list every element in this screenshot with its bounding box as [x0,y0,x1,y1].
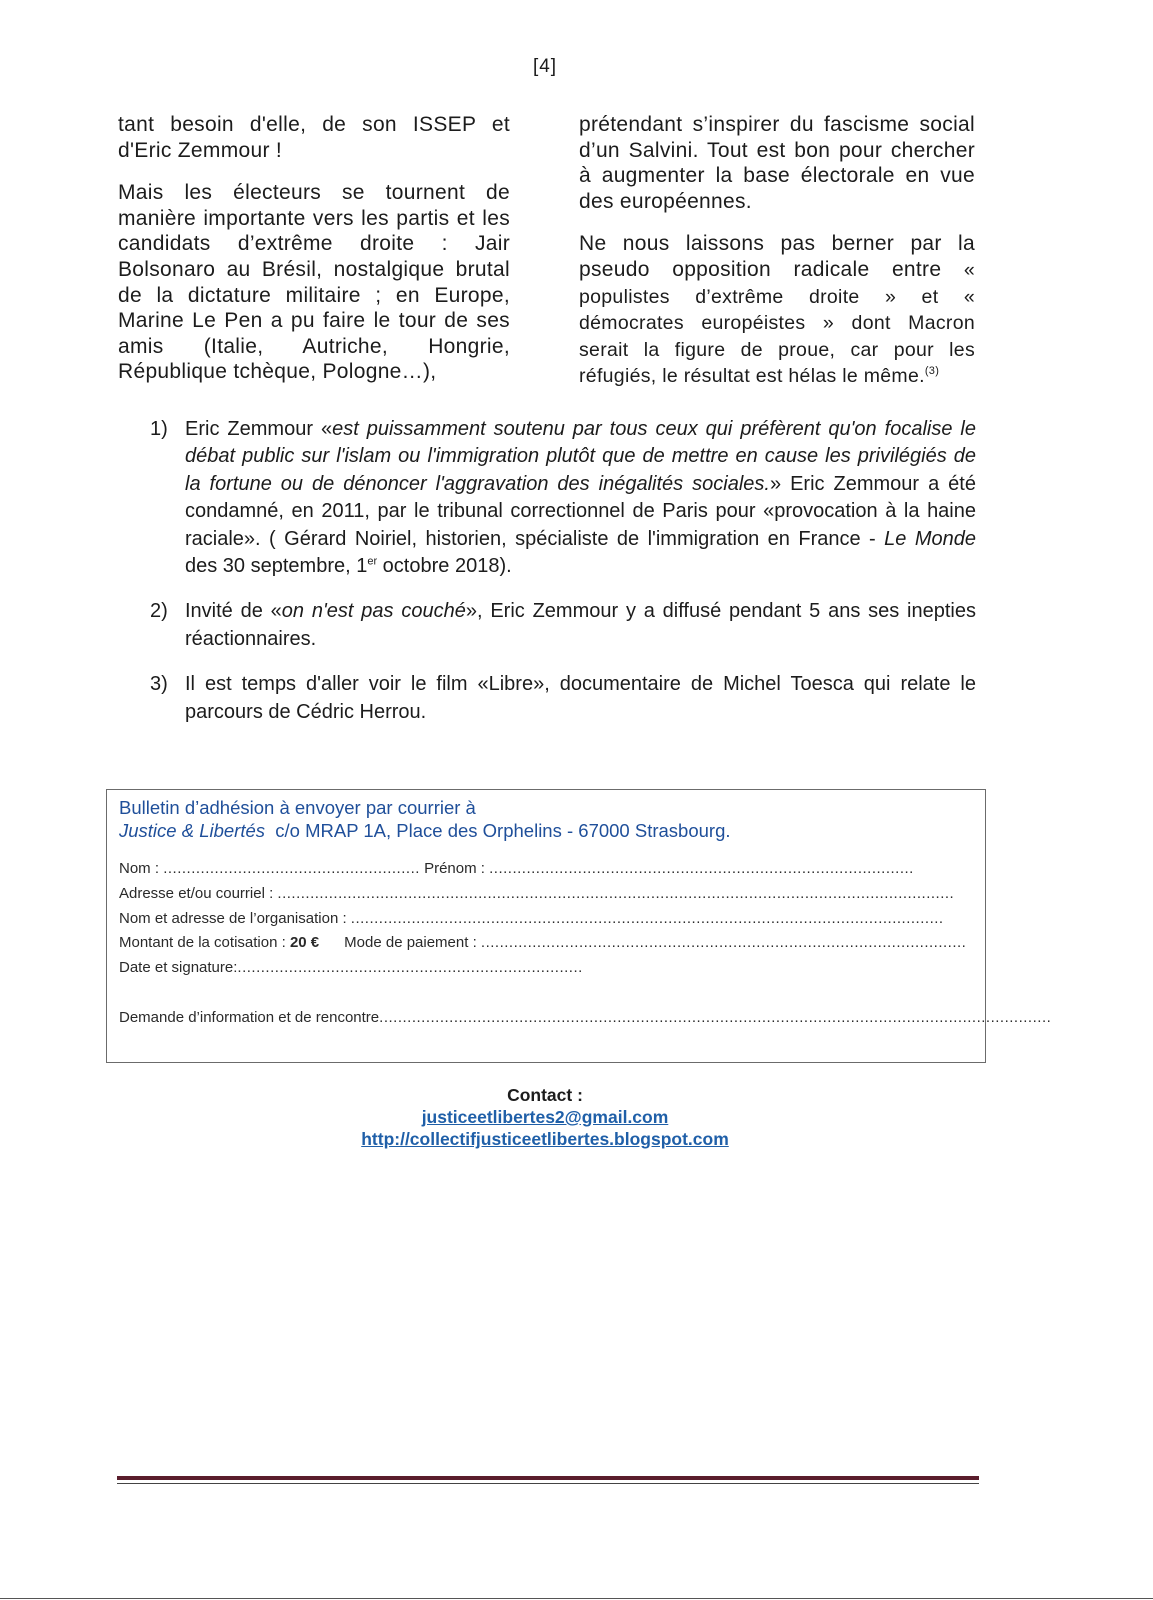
footnote-number: 3) [150,673,168,696]
footnote-1 [150,416,976,580]
organisation-address: c/o MRAP 1A, Place des Orphelins - 67000 Strasbourg. [275,820,731,841]
footnote-quote: on n'est pas couché [281,600,466,623]
footnote-prefix: Eric Zemmour « [185,418,333,440]
organisation-name: Justice & Libertés [119,820,266,841]
page-edge [0,1598,1153,1599]
left-paragraph-1: tant besoin d'elle, de son ISSEP et d'Eric Zemmour ! [118,113,510,162]
prenom-label: Prénom : [424,860,485,877]
date-signature-field[interactable]: .......................................................................... [237,959,583,976]
footnote-body [185,598,976,653]
right-paragraph-2-intro: Ne nous laissons pas berner par la pseudo opposition radicale entre [579,232,975,281]
right-paragraph-2-quoted: « populistes d’extrême droite » et « démocrates européistes » dont Macron serait la figure de proue, car pour les réfugiés, le résultat est hélas le même. [579,258,975,388]
rule-thin [117,1483,979,1484]
form-address-line [119,819,731,842]
footnote-3 [150,671,976,726]
contact-block [0,1084,1090,1150]
footnote-quote: est puissamment soutenu par tous ceux qui préfèrent qu'on focalise le débat public sur l'islam ou l'immigration plutôt que de mettre en cause les privilégiés de la fortune ou de dénoncer l'aggravation des inégalités sociales. [185,418,976,495]
prenom-field[interactable]: ........................................................................................... [489,860,914,877]
footnote-body: Il est temps d'aller voir le film «Libre», documentaire de Michel Toesca qui relate le parcours de Cédric Herrou. [185,673,976,723]
bottom-rule [117,1476,979,1484]
montant-value: 20 € [289,934,320,951]
contact-website-link[interactable]: http://collectifjusticeetlibertes.blogspot.com [361,1129,729,1149]
footnote-2 [150,598,976,653]
nom-field[interactable]: ....................................................... [163,860,420,877]
left-column [118,112,510,402]
demande-label: Demande d’information et de rencontre [119,1009,380,1026]
membership-form [106,789,1052,1063]
organisation-label: Nom et adresse de l’organisation : [119,910,347,927]
right-paragraph-1: prétendant s’inspirer du fascisme social d’un Salvini. Tout est bon pour chercher à augmenter la base électorale en vue des européennes. [579,113,975,213]
footnotes [150,416,976,744]
date-label: Date et signature: [119,959,238,976]
date-row [119,959,583,977]
footnote-date-end: octobre 2018). [377,555,512,578]
paiement-field[interactable]: ........................................................................................................ [480,934,967,951]
organisation-row [119,910,944,928]
form-title-line: Bulletin d’adhésion à envoyer par courrier à [119,797,476,818]
left-paragraph-2: Mais les électeurs se tournent de manière importante vers les partis et les candidats d’extrême droite : Jair Bolsonaro au Brésil, nostalgique brutal de la dictature militaire ; en Europe, Marine Le Pen a pu faire le tour de ses amis (Italie, Autriche, Hongrie, République tchèque, Pologne…), [118,181,510,384]
contact-email-link[interactable]: justiceetlibertes2@gmail.com [421,1107,669,1127]
footnote-text: », Eric Zemmour y a diffusé pendant 5 ans ses inepties réactionnaires. [185,600,976,650]
form-title [119,796,731,842]
paiement-label: Mode de paiement : [344,934,477,951]
demande-row [119,1009,1052,1027]
adresse-row [119,885,955,903]
footnote-source: Le Monde [884,527,976,550]
footnote-ref-3: (3) [924,365,940,378]
footnote-date: des 30 septembre, 1 [185,555,368,578]
nom-label: Nom : [119,860,160,877]
contact-label: Contact : [507,1085,583,1105]
cotisation-row [119,934,967,952]
adresse-field[interactable]: ................................................................................................................................................. [277,885,955,902]
footnote-text: » Eric Zemmour a été condamné, en 2011, par le tribunal correctionnel de Paris pour «provocation à la haine raciale». ( Gérard Noiriel, historien, spécialiste de l'immigration en France - [185,472,976,550]
adresse-label: Adresse et/ou courriel : [119,885,274,902]
montant-label: Montant de la cotisation : [119,934,286,951]
footnote-date-sup: er [367,555,378,568]
page-number: [4] [532,56,558,77]
footnote-body [185,416,976,580]
organisation-field[interactable]: ............................................................................................................................... [350,910,944,927]
demande-field[interactable]: ................................................................................................................................................ [379,1009,1052,1026]
footnote-prefix: Invité de « [185,600,282,623]
rule-thick [117,1476,979,1480]
right-paragraph-2 [579,231,975,390]
nom-prenom-row [119,860,951,878]
footnote-number: 1) [150,418,168,440]
footnote-number: 2) [150,600,168,623]
right-column [579,112,975,407]
